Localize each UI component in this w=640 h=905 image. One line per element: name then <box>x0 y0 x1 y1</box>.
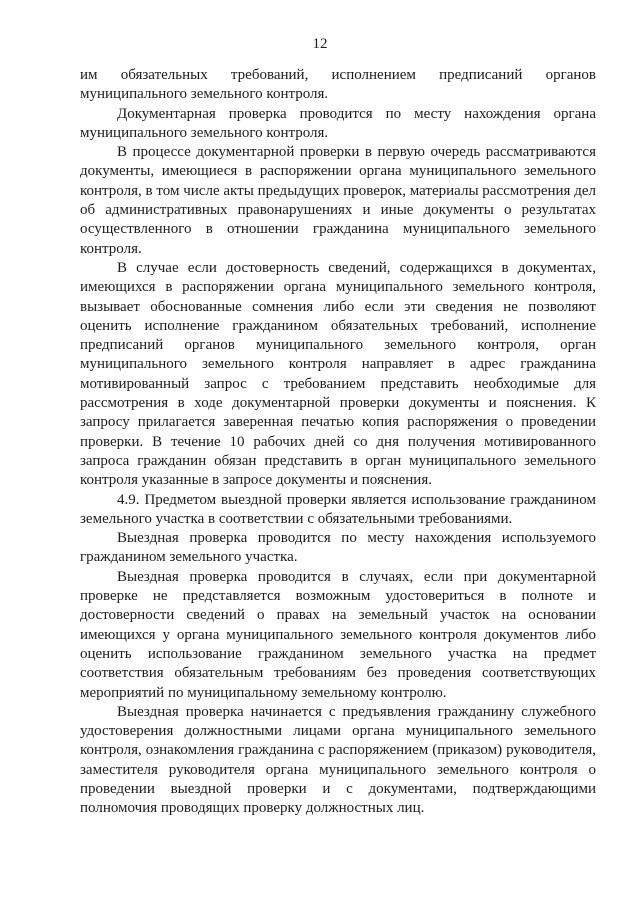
paragraph-continuation: им обязательных требований, исполнением предписаний органов муниципального земельного контроля. <box>80 67 596 103</box>
paragraph-field-check-cases: Выездная проверка проводится в случаях, если при документарной проверке не представляется возможным удостовериться в полноте и достоверности сведений о правах на земельный участок на основании имеющихся у органа муниципального земельного контроля документов либо оценить использование гражданином земельного участка на предмет соответствия обязательным требованиям без проведения соответствующих мероприятий по муниципальному земельному контролю. <box>80 568 596 701</box>
paragraph-field-check-start: Выездная проверка начинается с предъявления гражданину служебного удостоверения должностными лицами органа муниципального земельного контроля, ознакомления гражданина с распоряжением (приказом) руководителя, заместителя руководителя органа муниципального земельного контроля о проведении выездной проверки и с документами, подтверждающими полномочия проводящих проверку должностных лиц. <box>80 703 596 817</box>
paragraph-documentary-check-process: В процессе документарной проверки в первую очередь рассматриваются документы, имеющиеся в распоряжении органа муниципального земельного контроля, в том числе акты предыдущих проверок, материалы рассмотрения дел об административных правонарушениях и иные документы о результатах осуществленного в отношении гражданина муниципального земельного контроля. <box>80 144 596 257</box>
paragraph-field-check-location: Выездная проверка проводится по месту нахождения используемого гражданином земельного участка. <box>80 530 596 566</box>
page-number: 12 <box>312 36 328 52</box>
document-body <box>80 66 596 819</box>
paragraph-motivated-request: В случае если достоверность сведений, содержащихся в документах, имеющихся в распоряжении органа муниципального земельного контроля, вызывает обоснованные сомнения либо если эти сведения не позволяют оценить исполнение гражданином обязательных требований, исполнение предписаний органов муниципального земельного контроля, орган муниципального земельного контроля направляет в адрес гражданина мотивированный запрос с требованием представить необходимые для рассмотрения в ходе документарной проверки документы и пояснения. К запросу прилагается заверенная печатью копия распоряжения о проведении проверки. В течение 10 рабочих дней со дня получения мотивированного запроса гражданин обязан представить в орган муниципального земельного контроля указанные в запросе документы и пояснения. <box>80 259 596 489</box>
paragraph-section-4-9: 4.9. Предметом выездной проверки является использование гражданином земельного участка в соответствии с обязательными требованиями. <box>80 491 596 527</box>
paragraph-documentary-check-location: Документарная проверка проводится по месту нахождения органа муниципального земельного контроля. <box>80 105 596 141</box>
